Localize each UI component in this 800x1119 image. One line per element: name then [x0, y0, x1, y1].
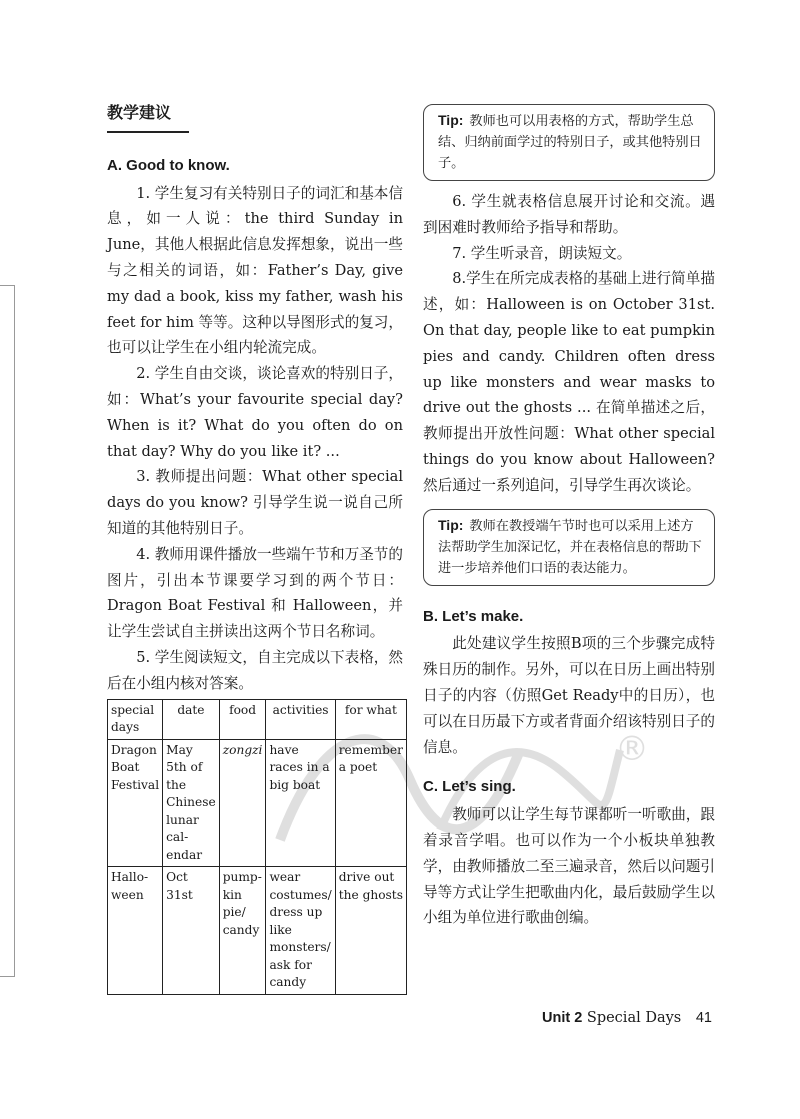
table-cell: May 5th of the Chinese lunar cal-endar — [163, 739, 220, 867]
tip-text: 教师也可以用表格的方式，帮助学生总结、归纳前面学过的特别日子，或其他特别日子。 — [438, 114, 702, 171]
tip-box-1 — [423, 104, 715, 181]
table-cell: Dragon Boat Festival — [108, 739, 163, 867]
table-cell: drive out the ghosts — [335, 867, 406, 995]
section-b-heading: B. Let’s make. — [423, 607, 524, 625]
table-row — [108, 739, 407, 867]
paragraph-a7: 7. 学生听录音，朗读短文。 — [452, 244, 632, 262]
section-c-heading: C. Let’s sing. — [423, 778, 516, 796]
table-cell: Hallo-ween — [108, 867, 163, 995]
paragraph-a4: 4. 教师用课件播放一些端午节和万圣节的图片，引出本节课要学习到的两个节日：Dragon Boat Festival 和 Halloween，并让学生尝试自主拼读出这两个节日名称词。 — [107, 545, 403, 641]
table-cell: zongzi — [219, 739, 266, 867]
paragraph-a1: 1. 学生复习有关特别日子的词汇和基本信息，如一人说：the third Sunday in June，其他人根据此信息发挥想象，说出一些与之相关的词语，如：Father’s Day, give my dad a book, kiss my father, wash his feet for him 等等。这种以导图形式的复习，也可以让学生在小组内轮流完成。 — [107, 184, 403, 357]
table-header-cell: food — [219, 699, 266, 739]
table-cell: Oct 31st — [163, 867, 220, 995]
tip-text: 教师在教授端午节时也可以采用上述方法帮助学生加深记忆，并在表格信息的帮助下进一步培养他们口语的表达能力。 — [438, 518, 702, 576]
tip-box-2 — [423, 509, 715, 586]
paragraph-b1: 此处建议学生按照B项的三个步骤完成特殊日历的制作。另外，可以在日历上画出特别日子的内容（仿照Get Ready中的日历），也可以在日历最下方或者背面介绍该特别日子的信息。 — [423, 635, 715, 756]
paragraph-a6: 6. 学生就表格信息展开讨论和交流。遇到困难时教师给予指导和帮助。 — [423, 193, 715, 236]
table-header-cell: date — [163, 699, 220, 739]
table-header-row — [108, 699, 407, 739]
left-column — [107, 100, 403, 995]
table-header-cell: activities — [266, 699, 335, 739]
paragraph-a8: 8.学生在所完成表格的基础上进行简单描述，如：Halloween is on October 31st. On that day, people like to eat pumpkin pies and candy. Children often dress up like monsters and wear masks to drive out the ghosts ... 在简单描述之后，教师提出开放性问题：What other special things do you know about Halloween? 然后通过一系列追问，引导学生再次谈论。 — [423, 270, 715, 494]
tip-label: Tip: — [438, 516, 464, 533]
registered-mark: ® — [615, 729, 649, 769]
paragraph-a3: 3. 教师提出问题：What other special days do you know? 引导学生说一说自己所知道的其他特别日子。 — [107, 468, 403, 537]
special-days-table — [107, 699, 407, 995]
unit-title: Special Days — [586, 1010, 682, 1026]
page-number: 41 — [695, 1010, 712, 1026]
paragraph-a2: 2. 学生自由交谈，谈论喜欢的特别日子，如：What’s your favourite special day? When is it? What do you often do on that day? Why do you like it? ... — [107, 365, 403, 460]
table-header-cell: special days — [108, 699, 163, 739]
table-row — [108, 867, 407, 995]
table-header-cell: for what — [335, 699, 406, 739]
table-cell: have races in a big boat — [266, 739, 335, 867]
paragraph-a5: 5. 学生阅读短文，自主完成以下表格，然后在小组内核对答案。 — [107, 648, 403, 692]
page-edge-bracket — [0, 285, 15, 977]
paragraph-c1: 教师可以让学生每节课都听一听歌曲，跟着录音学唱。也可以作为一个小板块单独教学，由教师播放二至三遍录音，然后以问题引导等方式让学生把歌曲内化，最后鼓励学生以小组为单位进行歌曲创编。 — [423, 806, 715, 927]
section-a-heading: A. Good to know. — [107, 156, 230, 174]
table-cell: pump-kin pie/ candy — [219, 867, 266, 995]
unit-label: Unit 2 — [542, 1010, 583, 1026]
page-title: 教学建议 — [107, 100, 189, 133]
table-cell: wear costumes/ dress up like monsters/ ask for candy — [266, 867, 335, 995]
right-column — [423, 100, 715, 931]
page-footer — [542, 1010, 712, 1026]
table-cell: remember a poet — [335, 739, 406, 867]
tip-label: Tip: — [438, 112, 464, 128]
